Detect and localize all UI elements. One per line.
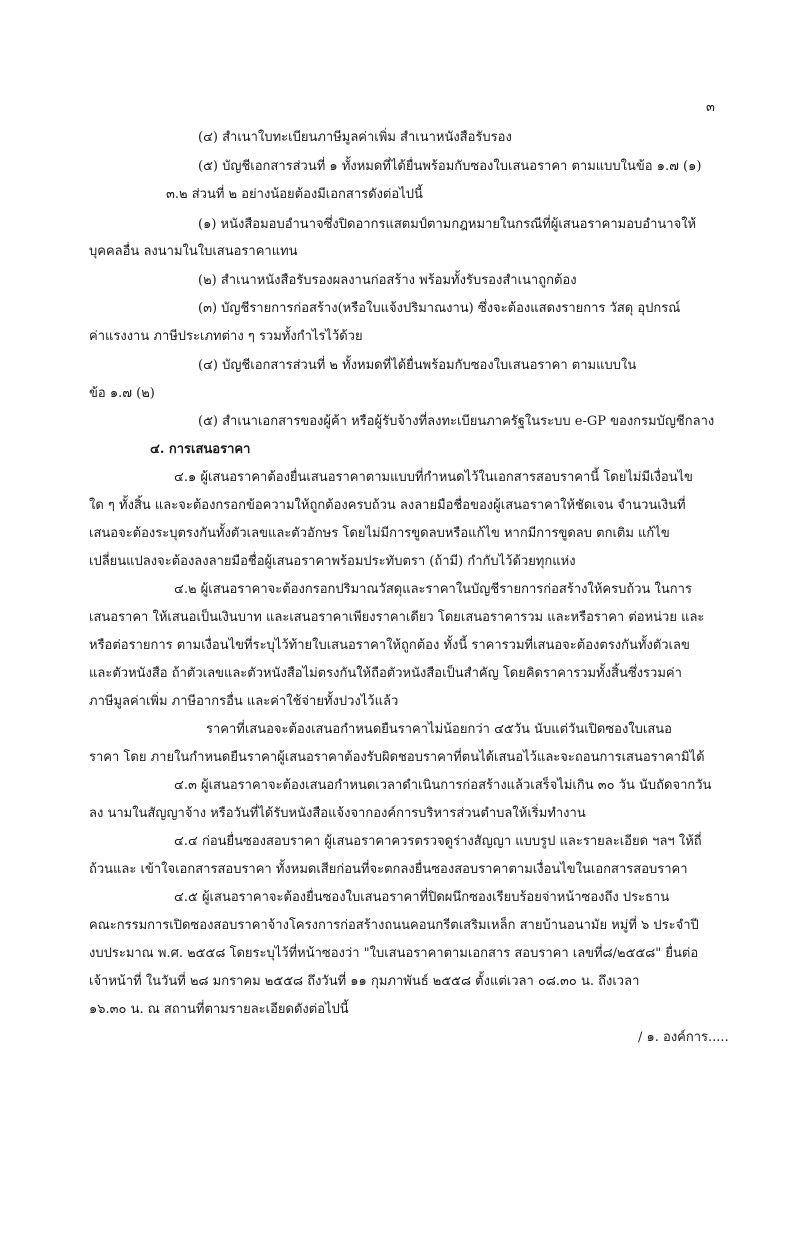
text-line: (๔) สำเนาใบทะเบียนภาษีมูลค่าเพิ่ม สำเนาหนังสือรับรอง bbox=[198, 130, 512, 145]
text-line: เสนอราคา ให้เสนอเป็นเงินบาท และเสนอราคาเพียงราคาเดียว โดยเสนอราคารวม และหรือราคา ต่อหน่วย และ bbox=[89, 610, 705, 625]
text-line: (๔) บัญชีเอกสารส่วนที่ ๒ ทั้งหมดที่ได้ยื่นพร้อมกับซองใบเสนอราคา ตามแบบใน bbox=[198, 358, 637, 373]
text-line: งบประมาณ พ.ศ. ๒๕๕๘ โดยระบุไว้ที่หน้าซองว่า "ใบเสนอราคาตามเอกสาร สอบราคา เลขที่๘/๒๕๕๘" ยื่นต่อ bbox=[89, 946, 699, 961]
text-line: หรือต่อรายการ ตามเงื่อนไขที่ระบุไว้ท้ายใบเสนอราคาให้ถูกต้อง ทั้งนี้ ราคารวมที่เสนอจะต้องตรงกันทั้งตัวเลข bbox=[89, 638, 690, 653]
text-line: ภาษีมูลค่าเพิ่ม ภาษีอากรอื่น และค่าใช้จ่ายทั้งปวงไว้แล้ว bbox=[89, 694, 399, 709]
text-line: (๓) บัญชีรายการก่อสร้าง(หรือใบแจ้งปริมาณงาน) ซึ่งจะต้องแสดงรายการ วัสดุ อุปกรณ์ bbox=[198, 301, 681, 316]
continuation-note: / ๑. องค์การ..... bbox=[638, 1030, 729, 1045]
text-line: เปลี่ยนแปลงจะต้องลงลายมือชื่อผู้เสนอราคาพร้อมประทับตรา (ถ้ามี) กำกับไว้ด้วยทุกแห่ง bbox=[89, 554, 576, 569]
text-line: ๔.๓ ผู้เสนอราคาจะต้องเสนอกำหนดเวลาดำเนินการก่อสร้างแล้วเสร็จไม่เกิน ๓๐ วัน นับถัดจากวัน bbox=[174, 778, 712, 793]
text-line: ๔.๕ ผู้เสนอราคาจะต้องยื่นซองใบเสนอราคาที่ปิดผนึกซองเรียบร้อยจ่าหน้าซองถึง ประธาน bbox=[174, 890, 670, 905]
text-line: (๒) สำเนาหนังสือรับรองผลงานก่อสร้าง พร้อมทั้งรับรองสำเนาถูกต้อง bbox=[198, 273, 577, 288]
text-line: เจ้าหน้าที่ ในวันที่ ๒๘ มกราคม ๒๕๕๘ ถึงวันที่ ๑๑ กุมภาพันธ์ ๒๕๕๘ ตั้งแต่เวลา ๐๘.๓๐ น. ถึงเวลา bbox=[89, 974, 640, 989]
section-heading: ๔. การเสนอราคา bbox=[150, 442, 251, 457]
text-line: ราคาที่เสนอจะต้องเสนอกำหนดยืนราคาไม่น้อยกว่า ๔๕วัน นับแต่วันเปิดซองใบเสนอ bbox=[206, 722, 672, 737]
text-line: (๕) บัญชีเอกสารส่วนที่ ๑ ทั้งหมดที่ได้ยื่นพร้อมกับซองใบเสนอราคา ตามแบบในข้อ ๑.๗ (๑) bbox=[198, 159, 702, 174]
text-line: ๔.๔ ก่อนยื่นซองสอบราคา ผู้เสนอราคาควรตรวจดูร่างสัญญา แบบรูป และรายละเอียด ฯลฯ ให้ถี่ bbox=[174, 834, 702, 849]
text-line: ๑๖.๓๐ น. ณ สถานที่ตามรายละเอียดดังต่อไปนี้ bbox=[89, 1002, 349, 1017]
text-line: เสนอจะต้องระบุตรงกันทั้งตัวเลขและตัวอักษร โดยไม่มีการขูดลบหรือแก้ไข หากมีการขูดลบ ตกเติม แก้ไข bbox=[89, 526, 670, 541]
text-line: และตัวหนังสือ ถ้าตัวเลขและตัวหนังสือไม่ตรงกันให้ถือตัวหนังสือเป็นสำคัญ โดยคิดราคารวมทั้งสิ้นซึ่งรวมค่า bbox=[89, 666, 682, 681]
page-number: ๓ bbox=[706, 100, 715, 115]
text-line: ลง นามในสัญญาจ้าง หรือวันที่ได้รับหนังสือแจ้งจากองค์การบริหารส่วนตำบลให้เริ่มทำงาน bbox=[89, 806, 586, 821]
text-line: คณะกรรมการเปิดซองสอบราคาจ้างโครงการก่อสร้างถนนคอนกรีตเสริมเหล็ก สายบ้านอนามัย หมู่ที่ ๖ ประจำปี bbox=[89, 918, 699, 933]
text-line: (๕) สำเนาเอกสารของผู้ค้า หรือผู้รับจ้างที่ลงทะเบียนภาครัฐในระบบ e-GP ของกรมบัญชีกลาง bbox=[198, 414, 715, 429]
text-line: ถ้วนและ เข้าใจเอกสารสอบราคา ทั้งหมดเสียก่อนที่จะตกลงยื่นซองสอบราคาตามเงื่อนไขในเอกสารสอบราคา bbox=[89, 862, 688, 877]
text-line: ราคา โดย ภายในกำหนดยืนราคาผู้เสนอราคาต้องรับผิดชอบราคาที่ตนได้เสนอไว้และจะถอนการเสนอราคามิได้ bbox=[89, 750, 705, 765]
text-line: ๔.๒ ผู้เสนอราคาจะต้องกรอกปริมาณวัสดุและราคาในบัญชีรายการก่อสร้างให้ครบถ้วน ในการ bbox=[174, 582, 692, 597]
text-line: ค่าแรงงาน ภาษีประเภทต่าง ๆ รวมทั้งกำไรไว้ด้วย bbox=[89, 329, 363, 344]
text-line: บุคคลอื่น ลงนามในใบเสนอราคาแทน bbox=[89, 244, 298, 259]
text-line: ๔.๑ ผู้เสนอราคาต้องยื่นเสนอราคาตามแบบที่กำหนดไว้ในเอกสารสอบราคานี้ โดยไม่มีเงื่อนไข bbox=[174, 470, 693, 485]
text-line: (๑) หนังสือมอบอำนาจซึ่งปิดอากรแสตมป์ตามกฎหมายในกรณีที่ผู้เสนอราคามอบอำนาจให้ bbox=[198, 217, 697, 232]
text-line: ใด ๆ ทั้งสิ้น และจะต้องกรอกข้อความให้ถูกต้องครบถ้วน ลงลายมือชื่อของผู้เสนอราคาให้ชัดเจน จำนวนเงินที่ bbox=[89, 498, 686, 513]
text-line: ข้อ ๑.๗ (๒) bbox=[89, 386, 155, 401]
text-line: ๓.๒ ส่วนที่ ๒ อย่างน้อยต้องมีเอกสารดังต่อไปนี้ bbox=[166, 187, 423, 202]
